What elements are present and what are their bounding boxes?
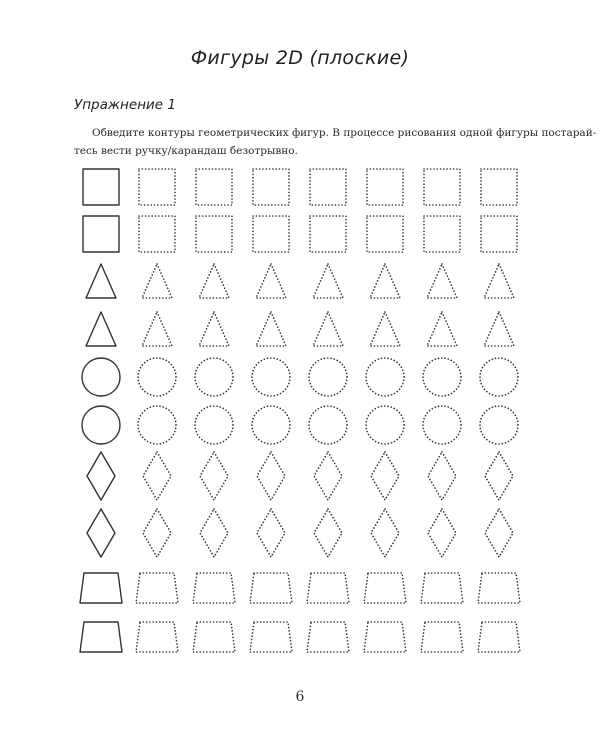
dotted-trapezoid-shape: [364, 622, 406, 652]
dotted-trapezoid-shape: [478, 573, 520, 603]
dotted-triangle-shape: [427, 312, 457, 346]
dotted-triangle-shape: [313, 312, 343, 346]
sample-circle-shape: [82, 358, 120, 396]
dotted-circle-shape: [195, 358, 233, 396]
dotted-square-shape: [196, 216, 232, 252]
dotted-triangle-shape: [199, 312, 229, 346]
dotted-diamond-shape: [428, 452, 456, 500]
dotted-trapezoid-shape: [193, 622, 235, 652]
dotted-square-shape: [139, 169, 175, 205]
dotted-trapezoid-shape: [364, 573, 406, 603]
dotted-diamond-shape: [371, 452, 399, 500]
dotted-trapezoid-shape: [250, 573, 292, 603]
dotted-circle-shape: [366, 406, 404, 444]
dotted-diamond-shape: [200, 452, 228, 500]
sample-triangle-shape: [86, 312, 116, 346]
dotted-square-shape: [310, 216, 346, 252]
dotted-triangle-shape: [256, 264, 286, 298]
dotted-trapezoid-shape: [421, 622, 463, 652]
dotted-diamond-shape: [257, 509, 285, 557]
dotted-square-shape: [481, 169, 517, 205]
instruction-line-2: тесь вести ручку/карандаш безотрывно.: [74, 145, 298, 157]
dotted-trapezoid-shape: [421, 573, 463, 603]
dotted-square-shape: [253, 169, 289, 205]
dotted-diamond-shape: [200, 509, 228, 557]
dotted-trapezoid-shape: [478, 622, 520, 652]
dotted-triangle-shape: [370, 264, 400, 298]
dotted-square-shape: [253, 216, 289, 252]
dotted-circle-shape: [252, 358, 290, 396]
dotted-square-shape: [139, 216, 175, 252]
instruction-line-1: Обведите контуры геометрических фигур. В процессе рисования одной фигуры постарай-: [92, 127, 597, 139]
dotted-square-shape: [196, 169, 232, 205]
page-title: Фигуры 2D (плоские): [190, 47, 410, 69]
dotted-diamond-shape: [485, 509, 513, 557]
dotted-triangle-shape: [484, 264, 514, 298]
dotted-circle-shape: [423, 406, 461, 444]
dotted-square-shape: [367, 169, 403, 205]
dotted-diamond-shape: [143, 509, 171, 557]
dotted-circle-shape: [480, 358, 518, 396]
dotted-diamond-shape: [371, 509, 399, 557]
dotted-circle-shape: [252, 406, 290, 444]
dotted-circle-shape: [138, 406, 176, 444]
dotted-square-shape: [424, 216, 460, 252]
dotted-triangle-shape: [142, 264, 172, 298]
dotted-square-shape: [310, 169, 346, 205]
exercise-title: Упражнение 1: [74, 97, 176, 113]
dotted-trapezoid-shape: [250, 622, 292, 652]
dotted-diamond-shape: [314, 452, 342, 500]
dotted-trapezoid-shape: [193, 573, 235, 603]
dotted-trapezoid-shape: [307, 573, 349, 603]
sample-circle-shape: [82, 406, 120, 444]
dotted-diamond-shape: [428, 509, 456, 557]
page-number: 6: [295, 689, 305, 705]
dotted-triangle-shape: [484, 312, 514, 346]
dotted-diamond-shape: [314, 509, 342, 557]
sample-diamond-shape: [87, 452, 115, 500]
dotted-square-shape: [367, 216, 403, 252]
dotted-circle-shape: [138, 358, 176, 396]
dotted-trapezoid-shape: [307, 622, 349, 652]
dotted-triangle-shape: [142, 312, 172, 346]
dotted-triangle-shape: [199, 264, 229, 298]
dotted-triangle-shape: [313, 264, 343, 298]
dotted-circle-shape: [423, 358, 461, 396]
sample-trapezoid-shape: [80, 622, 122, 652]
dotted-triangle-shape: [427, 264, 457, 298]
dotted-square-shape: [481, 216, 517, 252]
sample-diamond-shape: [87, 509, 115, 557]
sample-trapezoid-shape: [80, 573, 122, 603]
dotted-diamond-shape: [485, 452, 513, 500]
dotted-circle-shape: [366, 358, 404, 396]
dotted-circle-shape: [309, 406, 347, 444]
dotted-circle-shape: [195, 406, 233, 444]
dotted-triangle-shape: [256, 312, 286, 346]
sample-triangle-shape: [86, 264, 116, 298]
dotted-circle-shape: [309, 358, 347, 396]
dotted-trapezoid-shape: [136, 573, 178, 603]
sample-square-shape: [83, 169, 119, 205]
dotted-circle-shape: [480, 406, 518, 444]
dotted-square-shape: [424, 169, 460, 205]
sample-square-shape: [83, 216, 119, 252]
dotted-diamond-shape: [143, 452, 171, 500]
dotted-triangle-shape: [370, 312, 400, 346]
dotted-trapezoid-shape: [136, 622, 178, 652]
dotted-diamond-shape: [257, 452, 285, 500]
